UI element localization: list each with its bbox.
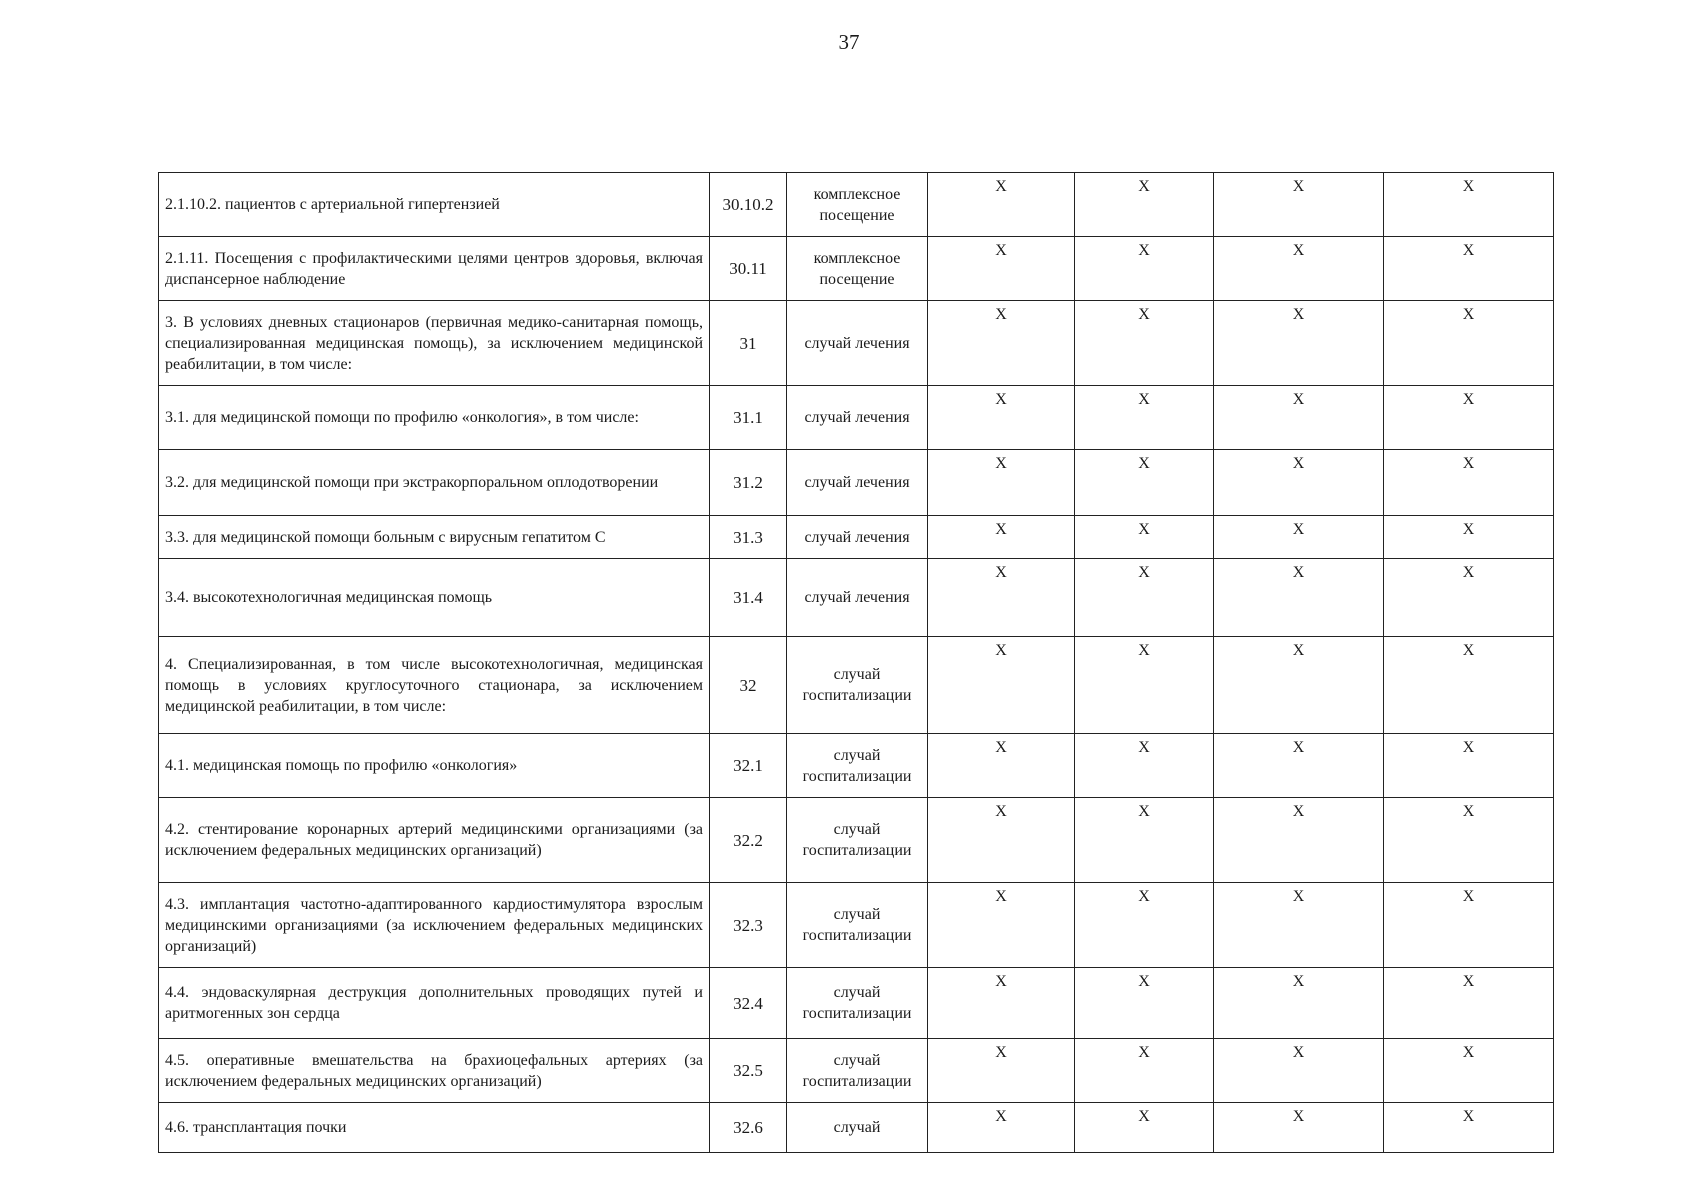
x-mark-cell: Х [1384,237,1554,301]
row-unit-cell: случай госпитализации [787,798,928,883]
x-mark-cell: Х [1075,559,1214,637]
x-mark-cell: Х [1075,734,1214,798]
x-mark-cell: Х [1075,237,1214,301]
x-mark-cell: Х [1214,798,1384,883]
x-mark-cell: Х [928,734,1075,798]
x-mark-cell: Х [1214,883,1384,968]
row-name-cell: 3.4. высокотехнологичная медицинская помощь [159,559,710,637]
table-row [159,883,1554,968]
row-name-cell: 3.2. для медицинской помощи при экстракорпоральном оплодотворении [159,450,710,516]
x-mark-cell: Х [928,1103,1075,1153]
row-code-cell: 32.6 [710,1103,787,1153]
row-name-cell: 3.1. для медицинской помощи по профилю «онкология», в том числе: [159,386,710,450]
row-name-cell: 4.4. эндоваскулярная деструкция дополнительных проводящих путей и аритмогенных зон сердца [159,968,710,1039]
x-mark-cell: Х [1384,968,1554,1039]
x-mark-cell: Х [1075,1103,1214,1153]
table-row [159,173,1554,237]
x-mark-cell: Х [928,968,1075,1039]
x-mark-cell: Х [1075,637,1214,734]
table-row [159,734,1554,798]
x-mark-cell: Х [1214,968,1384,1039]
x-mark-cell: Х [1384,637,1554,734]
row-unit-cell: случай госпитализации [787,1039,928,1103]
x-mark-cell: Х [1384,734,1554,798]
x-mark-cell: Х [1384,883,1554,968]
row-name-cell: 4.3. имплантация частотно-адаптированного кардиостимулятора взрослым медицинскими организациями (за исключением федеральных медицинских организаций) [159,883,710,968]
row-unit-cell: случай госпитализации [787,637,928,734]
x-mark-cell: Х [928,173,1075,237]
table-row [159,237,1554,301]
x-mark-cell: Х [1214,301,1384,386]
x-mark-cell: Х [1214,450,1384,516]
table-row [159,386,1554,450]
x-mark-cell: Х [1384,516,1554,559]
row-code-cell: 31.1 [710,386,787,450]
x-mark-cell: Х [1214,637,1384,734]
x-mark-cell: Х [1214,173,1384,237]
x-mark-cell: Х [928,798,1075,883]
row-code-cell: 32.4 [710,968,787,1039]
x-mark-cell: Х [1075,301,1214,386]
row-unit-cell: случай лечения [787,450,928,516]
x-mark-cell: Х [1384,1103,1554,1153]
row-code-cell: 32.5 [710,1039,787,1103]
table-row [159,1103,1554,1153]
x-mark-cell: Х [1214,237,1384,301]
row-code-cell: 31.3 [710,516,787,559]
x-mark-cell: Х [1075,968,1214,1039]
table-row [159,450,1554,516]
x-mark-cell: Х [1214,516,1384,559]
row-unit-cell: случай госпитализации [787,968,928,1039]
x-mark-cell: Х [1384,798,1554,883]
row-unit-cell: случай лечения [787,516,928,559]
table-row [159,637,1554,734]
row-unit-cell: случай лечения [787,301,928,386]
data-table [158,172,1554,1153]
x-mark-cell: Х [1384,450,1554,516]
row-unit-cell: случай лечения [787,559,928,637]
row-code-cell: 31.4 [710,559,787,637]
row-code-cell: 32.2 [710,798,787,883]
row-name-cell: 4.1. медицинская помощь по профилю «онкология» [159,734,710,798]
x-mark-cell: Х [1214,734,1384,798]
table-row [159,798,1554,883]
x-mark-cell: Х [928,516,1075,559]
table-row [159,516,1554,559]
row-code-cell: 32.3 [710,883,787,968]
row-name-cell: 4.6. трансплантация почки [159,1103,710,1153]
row-unit-cell: комплексное посещение [787,173,928,237]
table-row [159,559,1554,637]
x-mark-cell: Х [1075,173,1214,237]
table-row [159,1039,1554,1103]
row-name-cell: 2.1.11. Посещения с профилактическими целями центров здоровья, включая диспансерное наблюдение [159,237,710,301]
page-number: 37 [838,30,860,54]
row-code-cell: 32.1 [710,734,787,798]
x-mark-cell: Х [1075,450,1214,516]
row-code-cell: 31.2 [710,450,787,516]
row-name-cell: 4.5. оперативные вмешательства на брахиоцефальных артериях (за исключением федеральных медицинских организаций) [159,1039,710,1103]
x-mark-cell: Х [928,883,1075,968]
row-code-cell: 32 [710,637,787,734]
row-name-cell: 3. В условиях дневных стационаров (первичная медико-санитарная помощь, специализированная медицинская помощь), за исключением медицинской реабилитации, в том числе: [159,301,710,386]
x-mark-cell: Х [1214,386,1384,450]
x-mark-cell: Х [1075,386,1214,450]
row-unit-cell: случай [787,1103,928,1153]
x-mark-cell: Х [1214,1103,1384,1153]
row-unit-cell: случай госпитализации [787,734,928,798]
x-mark-cell: Х [1384,386,1554,450]
x-mark-cell: Х [1075,516,1214,559]
row-code-cell: 31 [710,301,787,386]
table-row [159,968,1554,1039]
x-mark-cell: Х [1075,883,1214,968]
x-mark-cell: Х [1214,559,1384,637]
row-unit-cell: случай лечения [787,386,928,450]
x-mark-cell: Х [928,1039,1075,1103]
x-mark-cell: Х [1384,173,1554,237]
x-mark-cell: Х [1384,559,1554,637]
table-row [159,301,1554,386]
x-mark-cell: Х [1075,1039,1214,1103]
row-unit-cell: комплексное посещение [787,237,928,301]
x-mark-cell: Х [1384,301,1554,386]
row-name-cell: 3.3. для медицинской помощи больным с вирусным гепатитом С [159,516,710,559]
x-mark-cell: Х [1384,1039,1554,1103]
x-mark-cell: Х [1214,1039,1384,1103]
row-code-cell: 30.10.2 [710,173,787,237]
x-mark-cell: Х [1075,798,1214,883]
x-mark-cell: Х [928,386,1075,450]
row-code-cell: 30.11 [710,237,787,301]
x-mark-cell: Х [928,237,1075,301]
x-mark-cell: Х [928,301,1075,386]
row-name-cell: 4.2. стентирование коронарных артерий медицинскими организациями (за исключением федеральных медицинских организаций) [159,798,710,883]
x-mark-cell: Х [928,637,1075,734]
row-unit-cell: случай госпитализации [787,883,928,968]
x-mark-cell: Х [928,450,1075,516]
x-mark-cell: Х [928,559,1075,637]
row-name-cell: 2.1.10.2. пациентов с артериальной гипертензией [159,173,710,237]
row-name-cell: 4. Специализированная, в том числе высокотехнологичная, медицинская помощь в условиях круглосуточного стационара, за исключением медицинской реабилитации, в том числе: [159,637,710,734]
